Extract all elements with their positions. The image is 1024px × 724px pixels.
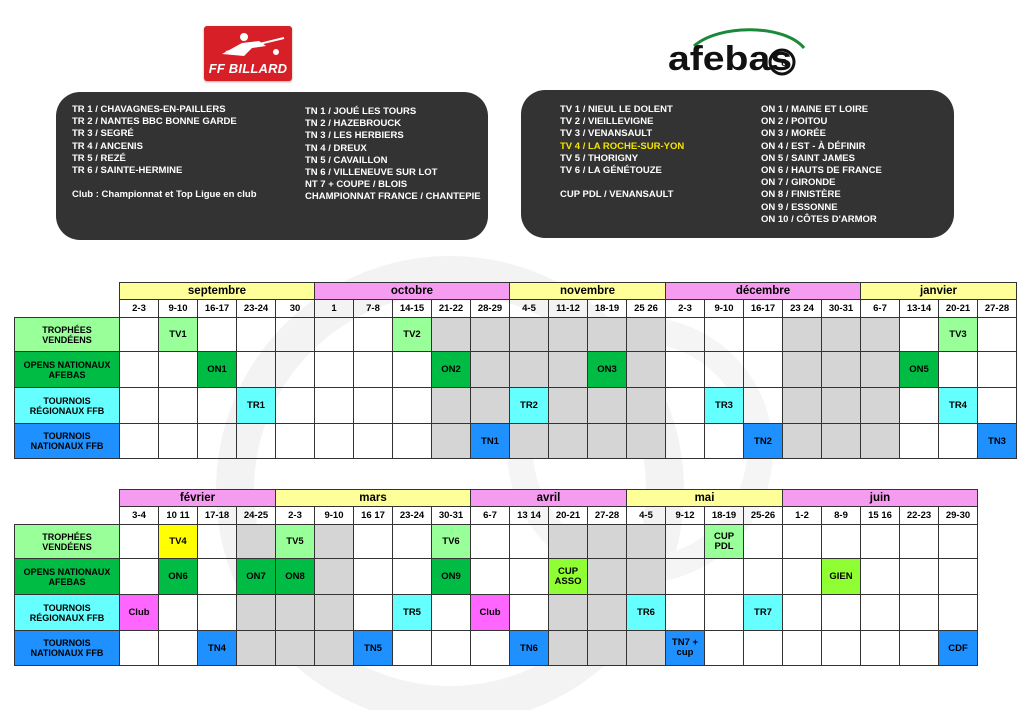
date-cell: 27-28 [978,300,1017,318]
date-cell: 11-12 [549,300,588,318]
venue-item: ON 4 / EST - À DÉFINIR [761,140,866,152]
date-cell: 4-5 [627,507,666,525]
event-cell: TV4 [159,525,198,559]
date-cell: 18-19 [705,507,744,525]
table-row-opens-nationaux [15,559,978,595]
date-cell: 6-7 [861,300,900,318]
date-cell: 20-21 [939,300,978,318]
event-cell: TR3 [705,388,744,424]
month-header: novembre [510,283,666,300]
date-cell: 23-24 [237,300,276,318]
event-cell: TR2 [510,388,549,424]
date-cell: 23 24 [783,300,822,318]
date-cell: 2-3 [276,507,315,525]
venue-item: TN 2 / HAZEBROUCK [305,118,402,130]
venue-item: ON 2 / POITOU [761,116,828,128]
row-label: TOURNOIS RÉGIONAUX FFB [15,595,120,631]
billiard-player-icon [204,26,292,66]
ffb-venues-panel [56,92,488,240]
month-header: février [120,490,276,507]
calendar-table-spring [14,489,978,666]
date-cell: 21-22 [432,300,471,318]
event-cell: Club [120,595,159,631]
event-cell: ON5 [900,352,939,388]
table-row-tournois-regionaux [15,595,978,631]
afebas-logo-text: afebas [668,40,792,78]
date-cell: 2-3 [120,300,159,318]
date-cell: 27-28 [588,507,627,525]
month-header: septembre [120,283,315,300]
venue-item-highlighted: TV 4 / LA ROCHE-SUR-YON [560,140,685,152]
event-cell: Club [471,595,510,631]
row-label: TOURNOIS NATIONAUX FFB [15,631,120,666]
event-cell: CUP PDL [705,525,744,559]
date-cell: 16 17 [354,507,393,525]
date-cell: 22-23 [900,507,939,525]
venue-item: TN 6 / VILLENEUVE SUR LOT [305,167,438,179]
month-header: mai [627,490,783,507]
date-cell: 2-3 [666,300,705,318]
date-cell: 20-21 [549,507,588,525]
date-cell: 16-17 [198,300,237,318]
date-cell: 13 14 [510,507,549,525]
event-cell: TN1 [471,424,510,459]
event-cell: GIEN [822,559,861,595]
date-cell: 9-10 [705,300,744,318]
date-cell: 29-30 [939,507,978,525]
venue-item: CHAMPIONNAT FRANCE / CHANTEPIE [305,191,481,203]
venue-item: ON 9 / ESSONNE [761,201,838,213]
month-header: décembre [666,283,861,300]
date-cell: 9-12 [666,507,705,525]
venue-item: TN 3 / LES HERBIERS [305,130,404,142]
svg-text:8: 8 [781,58,787,69]
date-cell: 16-17 [744,300,783,318]
date-cell: 17-18 [198,507,237,525]
national-venues-list [305,106,481,204]
date-cell: 7-8 [354,300,393,318]
venue-item: ON 10 / CÔTES D'ARMOR [761,213,877,225]
event-cell: ON3 [588,352,627,388]
venue-item: TV 3 / VENANSAULT [560,128,653,140]
date-cell: 9-10 [159,300,198,318]
date-cell: 28-29 [471,300,510,318]
tv-venues-list [560,104,684,201]
event-cell: TR1 [237,388,276,424]
afebas-venues-panel [521,90,954,238]
date-cell: 15 16 [861,507,900,525]
date-cell: 25 26 [627,300,666,318]
venue-item: TR 6 / SAINTE-HERMINE [72,165,183,177]
date-cell: 6-7 [471,507,510,525]
date-cell: 1 [315,300,354,318]
month-header: octobre [315,283,510,300]
month-header: avril [471,490,627,507]
cup-venue: CUP PDL / VENANSAULT [560,189,674,201]
table-row-tournois-regionaux [15,388,1017,424]
venue-item: TR 1 / CHAVAGNES-EN-PAILLERS [72,104,226,115]
table-row-tournois-nationaux [15,631,978,666]
date-cell: 24-25 [237,507,276,525]
venue-item: ON 6 / HAUTS DE FRANCE [761,165,882,177]
event-cell: TN5 [354,631,393,666]
row-label: OPENS NATIONAUX AFEBAS [15,559,120,595]
venue-item: TR 5 / REZÉ [72,152,126,164]
table-row-tournois-nationaux [15,424,1017,459]
row-label: TROPHÉES VENDÉENS [15,525,120,559]
venue-item: TV 1 / NIEUL LE DOLENT [560,104,673,115]
venue-item: TR 4 / ANCENIS [72,140,143,152]
event-cell: TN3 [978,424,1017,459]
venue-item: NT 7 + COUPE / BLOIS [305,179,408,191]
date-cell: 14-15 [393,300,432,318]
event-cell: CUP ASSO [549,559,588,595]
venue-item: TN 4 / DREUX [305,142,367,154]
month-header: janvier [861,283,1017,300]
event-cell: TR5 [393,595,432,631]
event-cell: CDF [939,631,978,666]
row-label: TOURNOIS NATIONAUX FFB [15,424,120,459]
event-cell: TV6 [432,525,471,559]
calendar-table-autumn [14,282,1017,459]
row-label: TOURNOIS RÉGIONAUX FFB [15,388,120,424]
row-label: OPENS NATIONAUX AFEBAS [15,352,120,388]
date-cell: 8-9 [822,507,861,525]
venue-item: TV 6 / LA GÉNÉTOUZE [560,165,662,177]
date-cell: 30-31 [432,507,471,525]
venue-item: TN 1 / JOUÉ LES TOURS [305,106,417,117]
event-cell: TR6 [627,595,666,631]
row-label: TROPHÉES VENDÉENS [15,318,120,352]
club-note: Club : Championnat et Top Ligue en club [72,189,257,201]
venue-item: ON 7 / GIRONDE [761,177,836,189]
afebas-logo [664,26,810,84]
venue-item: TN 5 / CAVAILLON [305,154,388,166]
venue-item: TV 5 / THORIGNY [560,152,639,164]
ff-billard-logo-text: FF BILLARD [208,61,288,76]
event-cell: ON6 [159,559,198,595]
event-cell: TN2 [744,424,783,459]
table-row-trophees-vendeens [15,318,1017,352]
event-cell: TV2 [393,318,432,352]
date-cell: 18-19 [588,300,627,318]
venue-item: ON 5 / SAINT JAMES [761,152,855,164]
date-cell: 4-5 [510,300,549,318]
event-cell: TV5 [276,525,315,559]
month-header: mars [276,490,471,507]
regional-venues-list [72,104,257,201]
event-cell: TV3 [939,318,978,352]
date-cell: 25-26 [744,507,783,525]
event-cell: TR7 [744,595,783,631]
event-cell: TN4 [198,631,237,666]
event-cell: TR4 [939,388,978,424]
event-cell: ON2 [432,352,471,388]
venue-item: TV 2 / VIEILLEVIGNE [560,116,654,128]
venue-item: TR 2 / NANTES BBC BONNE GARDE [72,116,237,128]
date-cell: 30 [276,300,315,318]
venue-item: ON 1 / MAINE ET LOIRE [761,104,869,115]
event-cell: ON8 [276,559,315,595]
event-cell: ON9 [432,559,471,595]
month-header: juin [783,490,978,507]
table-row-trophees-vendeens [15,525,978,559]
table-row-opens-nationaux [15,352,1017,388]
date-cell: 9-10 [315,507,354,525]
date-cell: 10 11 [159,507,198,525]
venue-item: TR 3 / SEGRÉ [72,128,134,140]
event-cell: ON1 [198,352,237,388]
event-cell: TN6 [510,631,549,666]
event-cell: TN7 + cup [666,631,705,666]
on-venues-list [761,104,882,226]
venue-item: ON 3 / MORÉE [761,128,826,140]
venue-item: ON 8 / FINISTÈRE [761,189,841,201]
event-cell: TV1 [159,318,198,352]
event-cell: ON7 [237,559,276,595]
date-cell: 13-14 [900,300,939,318]
date-cell: 1-2 [783,507,822,525]
ff-billard-logo [204,26,292,81]
date-cell: 23-24 [393,507,432,525]
date-cell: 30-31 [822,300,861,318]
date-cell: 3-4 [120,507,159,525]
